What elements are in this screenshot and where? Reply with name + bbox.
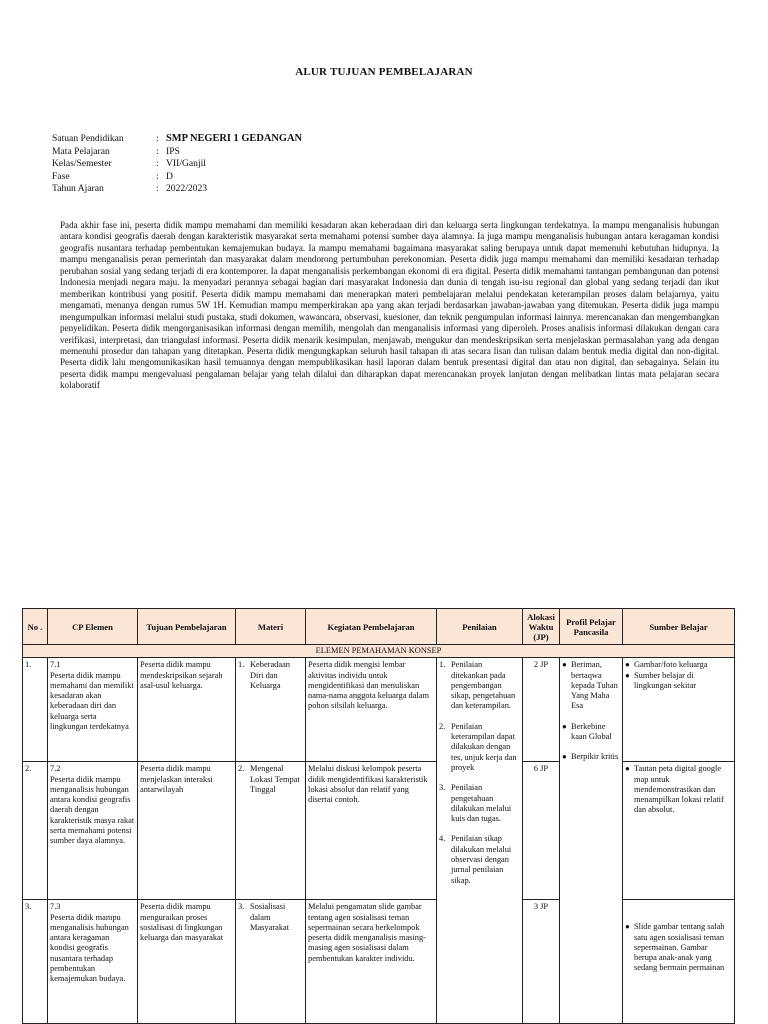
- penilaian-item: [439, 660, 520, 711]
- bullet-icon: ●: [625, 670, 630, 680]
- kegiatan-cell: Peserta didik mengisi lembar aktivitas individu untuk mengidentifikasi dan menuliskan nama-nama anggota keluarga dalam pohon silsilah keluarga.: [306, 658, 437, 762]
- profil-item: [562, 752, 620, 762]
- header-cp-elemen: CP Elemen: [48, 609, 138, 645]
- table-row: [23, 658, 735, 762]
- tujuan-cell: Peserta didik mampu menguraikan proses sosialisasi di lingkungan keluarga dan masyarakat: [138, 900, 236, 1024]
- kegiatan-cell: Melalui pengamatan slide gambar tentang agen sosialisasi teman sepermainan secara berkelompok peserta didik menganalisis masing-masing agen sosialisasi dalam pembentukan karakter individu.: [306, 900, 437, 1024]
- capaian-pembelajaran-paragraph: Pada akhir fase ini, peserta didik mampu memahami dan memiliki kesadaran akan keberadaan diri dan keluarga serta lingkungan terdekatnya. Ia mampu menganalisis hubungan antara kondisi geografis daerah dengan karakteristik masyarakat serta memahami potensi sumber daya alamnya. Ia juga mampu menganalisis hubungan antara keragaman kondisi geografis nusantara terhadap pembentukan kemajemukan budaya. Ia mampu memahami bagaimana masyarakat saling berupaya untuk dapat memenuhi kebutuhan hidupnya. Ia mampu menganalisis peran pemerintah dan masyarakat dalam mendorong pertumbuhan perekonomian. Peserta didik juga mampu memahami dan memiliki kesadaran terhadap perubahan sosial yang sedang terjadi di era kontemporer. Ia dapat menganalisis perkembangan ekonomi di era digital. Peserta didik memahami tantangan pembangunan dan potensi Indonesia menjadi negara maju. Ia menyadari perannya sebagai bagian dari masyarakat Indonesia dan dunia di tengah isu-isu regional dan global yang sedang terjadi dan ikut memberikan kontribusi yang positif. Peserta didik mampu memahami dan menerapkan materi pembelajaran melalui pendekatan keterampilan proses dalam belajarnya, yaitu mengamati, menanya dengan rumus 5W 1H. Kemudian mampu memperkirakan apa yang akan terjadi berdasarkan jawaban-jawaban yang ditemukan. Peserta didik juga mampu mengumpulkan informasi melalui studi pustaka, studi dokumen, wawancara, observasi, kuesioner, dan teknik pengumpulan informasi lainnya. merencanakan dan mengembangkan penyelidikan. Peserta didik mengorganisasikan informasi dengan memilih, mengolah dan menganalisis informasi yang diperoleh. Proses analisis informasi dilakukan dengan cara verifikasi, interpretasi, dan triangulasi informasi. Peserta didik menarik kesimpulan, menjawab, mengukur dan mendeskripsikan serta menjelaskan permasalahan yang ada dengan memenuhi prosedur dan tahapan yang ditetapkan. Peserta didik mengungkapkan seluruh hasil tahapan di atas secara lisan dan tulisan dalam bentuk media digital dan non-digital. Peserta didik lalu mengomunikasikan hasil temuannya dengan mempublikasikan hasil laporan dalam bentuk presentasi digital dan atau non digital, dan sebagainya. Selain itu peserta didik mampu mengevaluasi pengalaman belajar yang telah dilalui dan diharapkan dapat merencanakan proyek lanjutan dengan melibatkan lintas mata pelajaran secara kolaboratif: [60, 220, 719, 391]
- cp-text: Peserta didik mampu menganalisis hubungan antara kondisi geografis daerah dengan karakteristik masya rakat serta memahami potensi sumber daya alamnya.: [50, 774, 135, 846]
- identity-value: 2022/2023: [166, 183, 208, 195]
- bullet-icon: ●: [562, 752, 567, 762]
- identity-value: D: [166, 170, 173, 182]
- penilaian-item: [439, 783, 520, 824]
- cp-text: Peserta didik mampu menganalisis hubungan antara keragaman kondisi geografis nusantara terhadap pembentukan kemajemukan budaya.: [50, 912, 129, 984]
- header-no: No .: [23, 609, 48, 645]
- row-number: 1.: [23, 658, 48, 762]
- sumber-cell: [623, 900, 735, 1024]
- sumber-text: Sumber belajar di lingkungan sekitar: [634, 670, 697, 690]
- identity-row: [52, 158, 302, 171]
- sumber-item: [625, 671, 732, 692]
- cp-elemen-cell: [48, 658, 138, 762]
- header-alokasi-waktu: Alokasi Waktu (JP): [523, 609, 560, 645]
- materi-text: Sosialisasi dalam Masyarakat: [250, 902, 290, 932]
- penilaian-cell: [437, 658, 523, 1024]
- bullet-icon: ●: [562, 660, 567, 670]
- identity-label: Mata Pelajaran: [52, 145, 110, 157]
- document-title: ALUR TUJUAN PEMBELAJARAN: [295, 66, 473, 78]
- table-row: [23, 762, 735, 900]
- identity-value: VII/Ganjil: [166, 158, 206, 170]
- penilaian-text: Penilaian sikap dilakukan melalui observasi dengan jurnal penilaian sikap.: [451, 834, 512, 885]
- bullet-icon: ●: [625, 922, 630, 932]
- materi-text: Keberadaan Diri dan Keluarga: [250, 660, 290, 690]
- cp-text: Peserta didik mampu memahami dan memiliki kesadaran akan keberadaan diri dan keluarga serta lingkungan terdekatnya: [50, 670, 134, 732]
- kegiatan-cell: Melalui diskusi kelompok peserta didik mengidentifikasi karakteristik lokasi absolut dan relatif yang disertai contoh.: [306, 762, 437, 900]
- header-profil: Profil Pelajar Pancasila: [560, 609, 623, 645]
- row-number: 2.: [23, 762, 48, 900]
- cp-number: 7.2: [50, 764, 61, 774]
- identity-block: [52, 133, 302, 196]
- materi-cell: [236, 900, 306, 1024]
- identity-colon: :: [156, 170, 159, 182]
- materi-text: Mengenal Lokasi Tempat Tinggal: [250, 764, 300, 794]
- profil-cell: [560, 658, 623, 1024]
- table-row: [23, 900, 735, 1024]
- sumber-text: Slide gambar tentang salah satu agen sosialisasi teman sepermainan. Gambar berupa anak-anak yang sedang bermain permainan: [634, 922, 725, 973]
- penilaian-number: 4.: [439, 834, 446, 844]
- identity-value: IPS: [166, 145, 180, 157]
- identity-row: [52, 146, 302, 159]
- materi-number: 3.: [238, 902, 245, 912]
- profil-text: Berkebine kaan Global: [571, 721, 612, 742]
- tujuan-cell: Peserta didik mampu menjelaskan interaksi antarwilayah: [138, 762, 236, 900]
- sumber-item: [625, 922, 732, 973]
- cp-elemen-cell: [48, 762, 138, 900]
- penilaian-text: Penilaian ditekankan pada pengembangan sikap, pengetahuan dan keterampilan.: [451, 660, 516, 711]
- header-penilaian: Penilaian: [437, 609, 523, 645]
- identity-row: [52, 171, 302, 184]
- cp-number: 7.1: [50, 660, 61, 670]
- header-materi: Materi: [236, 609, 306, 645]
- alokasi-waktu-cell: 6 JP: [523, 762, 560, 900]
- identity-label: Satuan Pendidikan: [52, 133, 124, 144]
- identity-colon: :: [156, 145, 159, 157]
- header-sumber: Sumber Belajar: [623, 609, 735, 645]
- identity-row: [52, 183, 302, 196]
- cp-number: 7.3: [50, 902, 61, 912]
- penilaian-number: 2.: [439, 721, 446, 731]
- bullet-icon: ●: [562, 721, 567, 731]
- alokasi-waktu-cell: 3 JP: [523, 900, 560, 1024]
- cp-elemen-cell: [48, 900, 138, 1024]
- sumber-item: [625, 660, 732, 670]
- identity-label: Fase: [52, 170, 70, 182]
- sumber-cell: [623, 658, 735, 762]
- identity-label: Kelas/Semester: [52, 158, 112, 170]
- sumber-item: [625, 764, 732, 815]
- penilaian-item: [439, 834, 520, 885]
- identity-value: SMP NEGERI 1 GEDANGAN: [166, 133, 302, 144]
- identity-row: [52, 133, 302, 146]
- identity-colon: :: [156, 183, 159, 195]
- tujuan-cell: Peserta didik mampu mendeskripsikan sejarah asal-usul keluarga.: [138, 658, 236, 762]
- sumber-text: Gambar/foto keluarga: [634, 660, 708, 670]
- table-header-row: [23, 609, 735, 645]
- atp-table: [22, 608, 735, 1024]
- penilaian-text: Penilaian keterampilan dapat dilakukan dengan tes, unjuk kerja dan proyek: [451, 721, 517, 772]
- row-number: 3.: [23, 900, 48, 1024]
- section-title: ELEMEN PEMAHAMAN KONSEP: [23, 645, 735, 658]
- profil-item: [562, 722, 620, 743]
- profil-text: Berpikir kritis: [571, 752, 619, 762]
- identity-label: Tahun Ajaran: [52, 183, 104, 195]
- materi-cell: [236, 762, 306, 900]
- materi-number: 2.: [238, 764, 245, 774]
- profil-text: Beriman, bertaqwa kepada Tuhan Yang Maha Esa: [571, 660, 618, 711]
- header-tujuan: Tujuan Pembelajaran: [138, 609, 236, 645]
- bullet-icon: ●: [625, 764, 630, 774]
- penilaian-number: 1.: [439, 660, 446, 670]
- profil-item: [562, 660, 620, 711]
- sumber-cell: [623, 762, 735, 900]
- identity-colon: :: [156, 133, 159, 144]
- penilaian-item: [439, 722, 520, 773]
- section-row: [23, 645, 735, 658]
- penilaian-text: Penilaian pengetahuan dilakukan melalui kuis dan tugas.: [451, 783, 512, 824]
- materi-cell: [236, 658, 306, 762]
- materi-number: 1.: [238, 660, 245, 670]
- bullet-icon: ●: [625, 660, 630, 670]
- header-kegiatan: Kegiatan Pembelajaran: [306, 609, 437, 645]
- sumber-text: Tautan peta digital google map untuk mendemonstrasikan dan menampilkan lokasi relatif dan absolut.: [634, 764, 724, 815]
- penilaian-number: 3.: [439, 783, 446, 793]
- identity-colon: :: [156, 158, 159, 170]
- alokasi-waktu-cell: 2 JP: [523, 658, 560, 762]
